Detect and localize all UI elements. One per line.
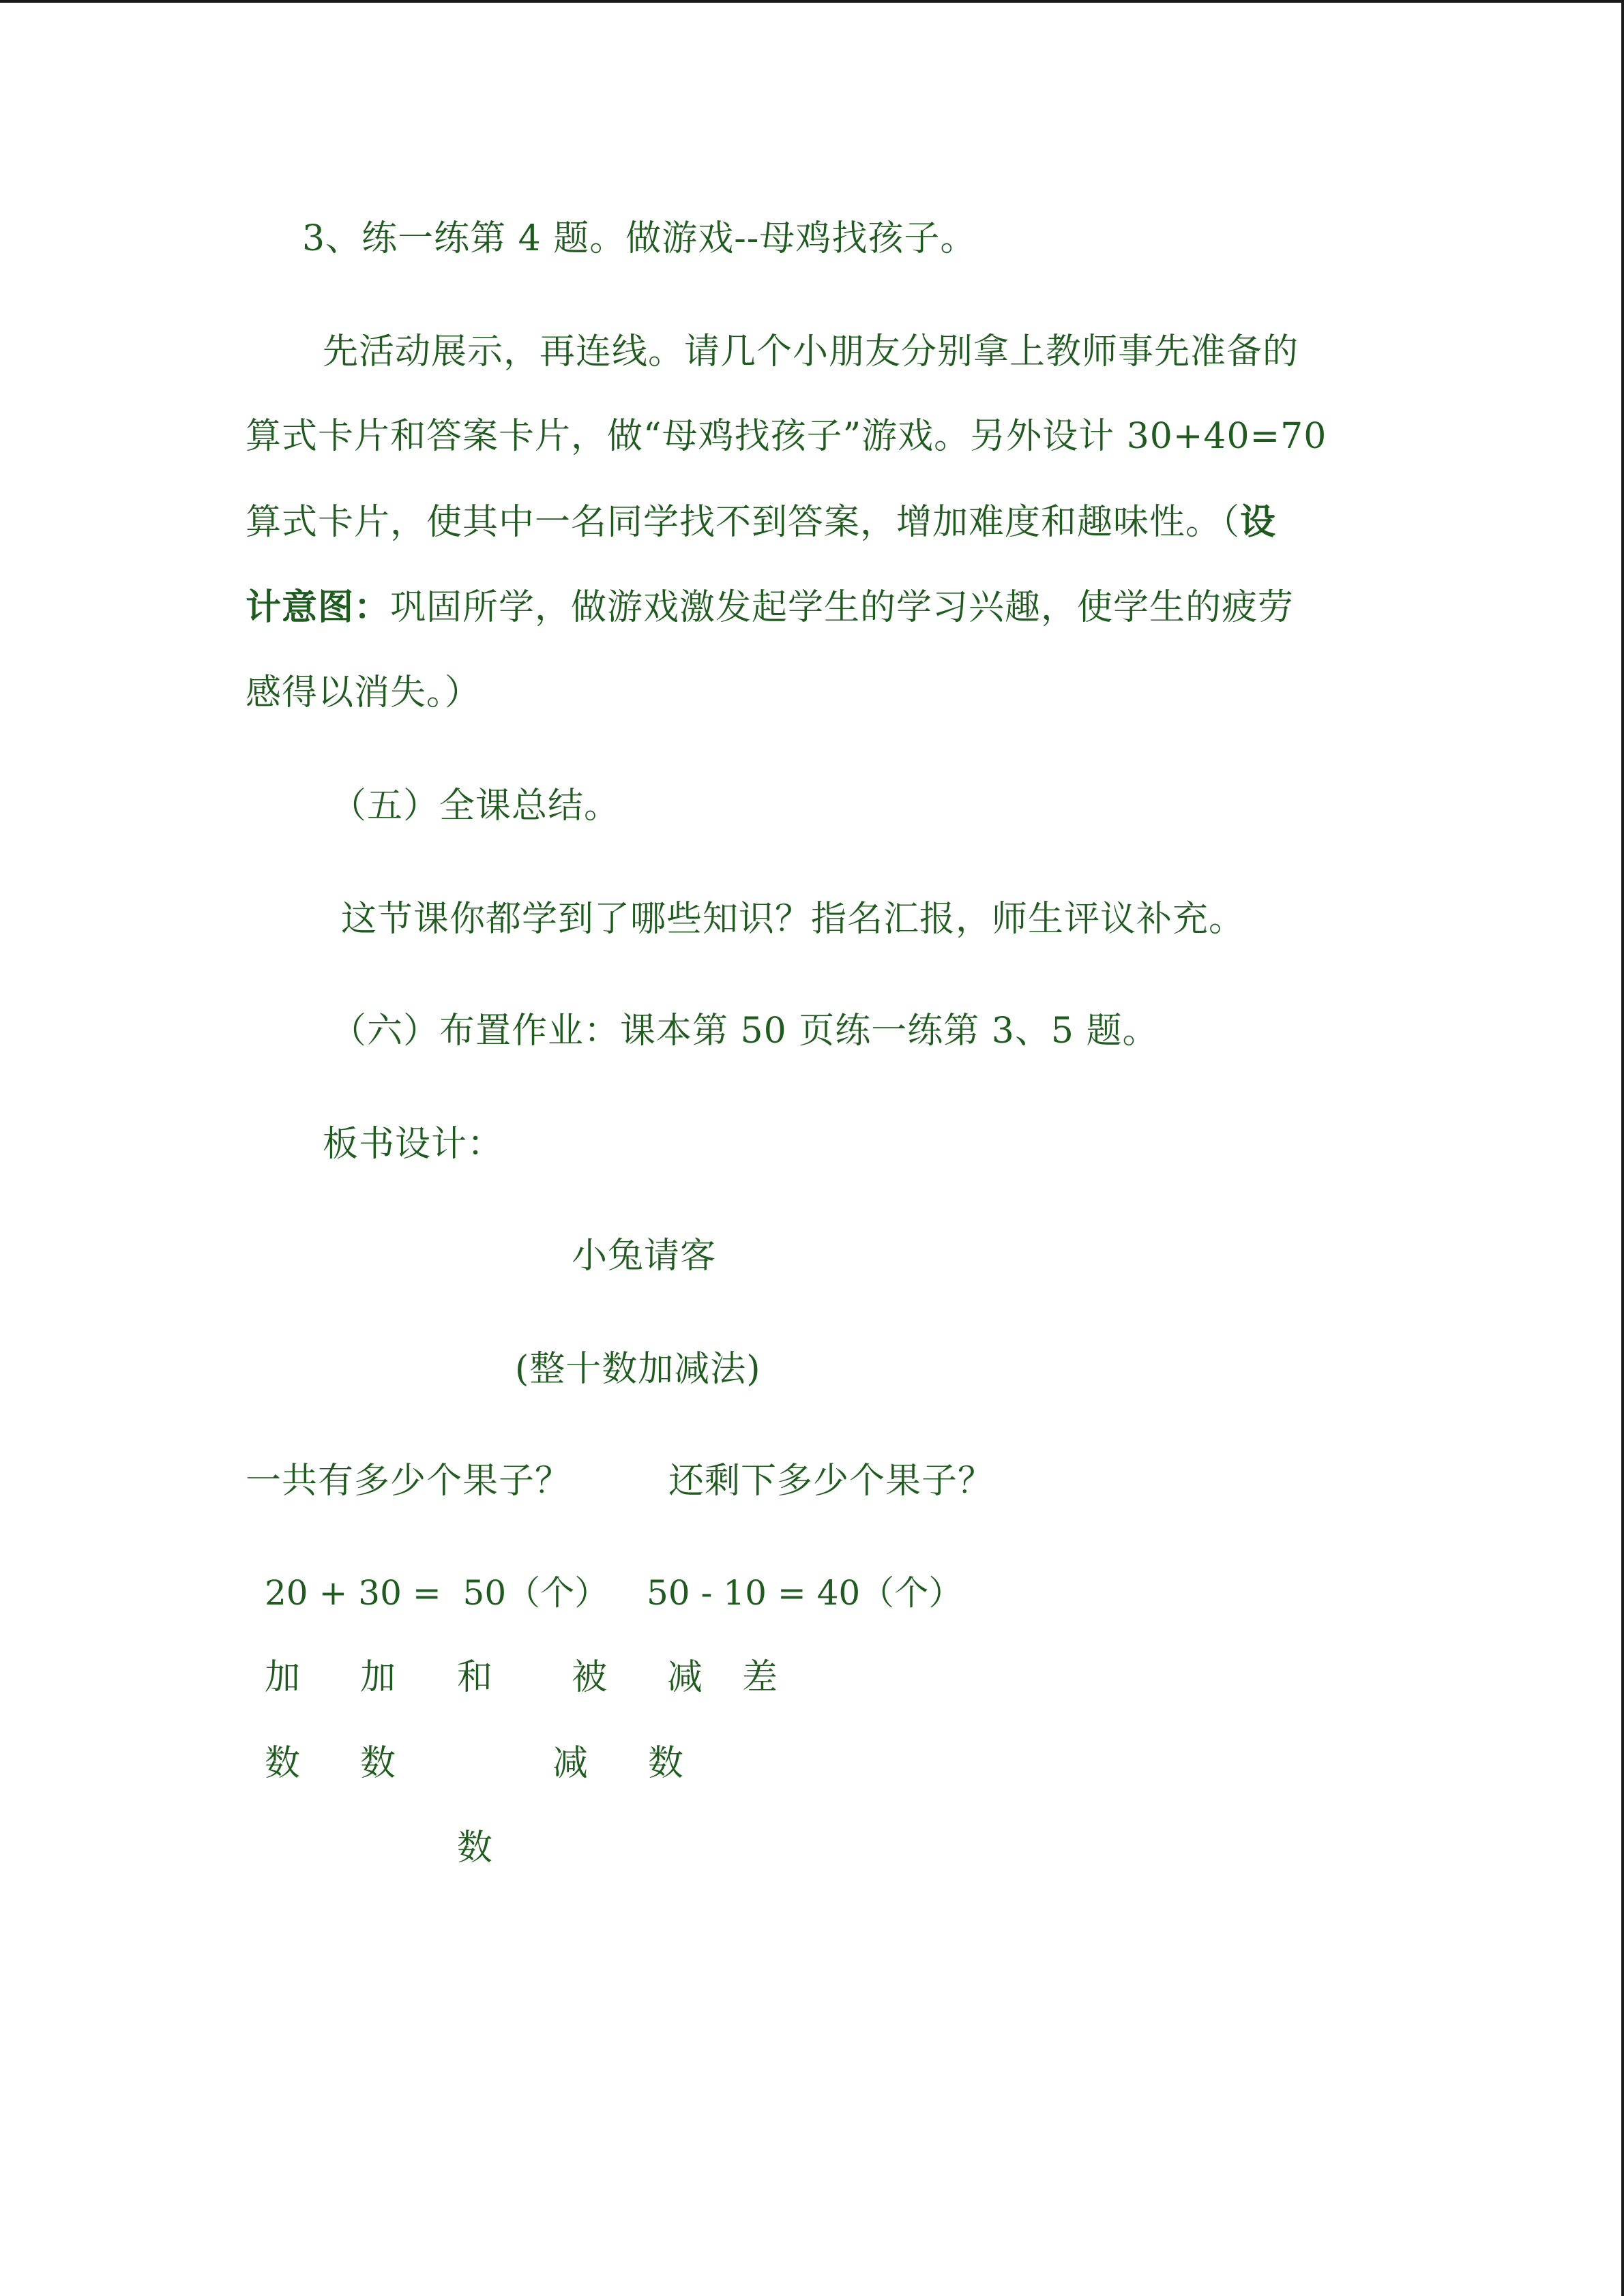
label-difference: 差 <box>742 1657 779 1698</box>
design-intent-label-end: 计意图： <box>246 586 391 628</box>
label-addend-2-top: 加 <box>360 1657 397 1698</box>
label-addend-1-top: 加 <box>265 1657 301 1698</box>
paragraph-activity-line-3-text: 算式卡片，使其中一名同学找不到答案，增加难度和趣味性。（ <box>246 502 1241 543</box>
paragraph-summary-question: 这节课你都学到了哪些知识？指名汇报，师生评议补充。 <box>341 899 1245 940</box>
label-subtrahend-top: 减 <box>667 1657 704 1698</box>
label-subtrahend-bottom: 数 <box>648 1743 685 1784</box>
paragraph-activity-line-5: 感得以消失。） <box>246 672 482 713</box>
label-minuend-top: 被 <box>572 1657 608 1698</box>
board-question-total: 一共有多少个果子？ <box>246 1461 572 1502</box>
board-equation-subtraction: 50 - 10 = 40（个） <box>647 1573 963 1613</box>
label-addend-2-bottom: 数 <box>360 1743 397 1784</box>
board-title: 小兔请客 <box>572 1236 717 1277</box>
paragraph-activity-line-4 <box>246 583 1294 632</box>
page-right-border <box>1621 0 1624 2296</box>
label-minuend-middle: 减 <box>552 1743 589 1784</box>
section-homework: （六）布置作业：课本第 50 页练一练第 3、5 题。 <box>331 1011 1159 1052</box>
board-subtitle: (整十数加减法) <box>515 1349 761 1390</box>
paragraph-activity-line-4-text: 巩固所学，做游戏激发起学生的学习兴趣，使学生的疲劳 <box>390 587 1295 628</box>
paragraph-activity-line-3 <box>246 498 1276 547</box>
board-equation-addition: 20 + 30 = 50（个） <box>265 1573 609 1613</box>
page-top-border <box>0 0 1624 3</box>
paragraph-exercise-4: 3、练一练第 4 题。做游戏--母鸡找孩子。 <box>302 218 977 259</box>
board-question-remaining: 还剩下多少个果子？ <box>668 1461 994 1502</box>
label-addend-1-bottom: 数 <box>265 1743 301 1784</box>
paragraph-activity-line-2: 算式卡片和答案卡片，做“母鸡找孩子”游戏。另外设计 30+40=70 <box>246 416 1327 457</box>
board-design-heading: 板书设计： <box>323 1124 504 1165</box>
section-summary: （五）全课总结。 <box>331 786 621 826</box>
paragraph-activity-line-1: 先活动展示，再连线。请几个小朋友分别拿上教师事先准备的 <box>323 331 1299 372</box>
label-sum: 和 <box>457 1657 494 1698</box>
label-minuend-bottom: 数 <box>457 1828 494 1868</box>
design-intent-label-start: 设 <box>1240 501 1277 543</box>
